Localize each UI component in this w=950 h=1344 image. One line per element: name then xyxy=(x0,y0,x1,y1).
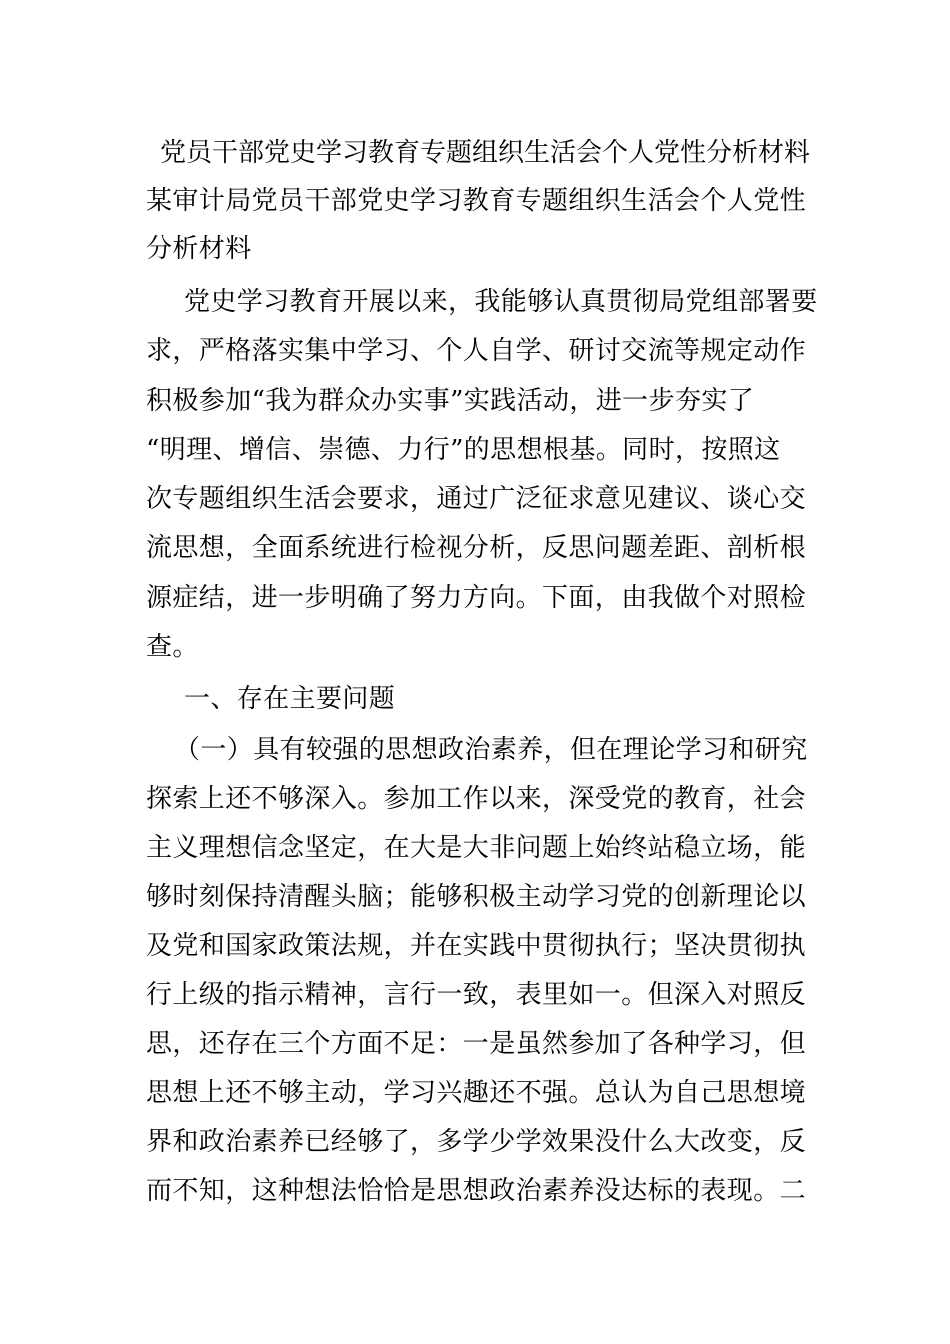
paragraph-line: 够时刻保持清醒头脑；能够积极主动学习党的创新理论以 xyxy=(146,882,807,912)
paragraph-line: “明理、增信、崇德、力行”的思想根基。同时，按照这 xyxy=(146,435,781,465)
document-subtitle-line: 分析材料 xyxy=(146,234,252,264)
document-title: 党员干部党史学习教育专题组织生活会个人党性分析材料 xyxy=(160,138,811,168)
paragraph-line: 行上级的指示精神，言行一致，表里如一。但深入对照反 xyxy=(146,980,807,1010)
document-subtitle-line: 某审计局党员干部党史学习教育专题组织生活会个人党性 xyxy=(146,186,807,216)
paragraph-line: 源症结，进一步明确了努力方向。下面，由我做个对照检 xyxy=(146,583,807,613)
paragraph-line: 探索上还不够深入。参加工作以来，深受党的教育，社会 xyxy=(146,784,807,814)
paragraph-line: 主义理想信念坚定，在大是大非问题上始终站稳立场，能 xyxy=(146,833,807,863)
paragraph-line: 而不知，这种想法恰恰是思想政治素养没达标的表现。二 xyxy=(146,1176,807,1206)
paragraph-line: 查。 xyxy=(146,632,199,662)
paragraph-line: 次专题组织生活会要求，通过广泛征求意见建议、谈心交 xyxy=(146,484,807,514)
paragraph-line: 求，严格落实集中学习、个人自学、研讨交流等规定动作 xyxy=(146,336,807,366)
section-heading: 一、存在主要问题 xyxy=(184,684,396,714)
paragraph-line: 及党和国家政策法规，并在实践中贯彻执行；坚决贯彻执 xyxy=(146,931,807,961)
paragraph-line: （一）具有较强的思想政治素养，但在理论学习和研究 xyxy=(174,735,808,765)
paragraph-line: 流思想，全面系统进行检视分析，反思问题差距、剖析根 xyxy=(146,533,807,563)
paragraph-line: 界和政治素养已经够了，多学少学效果没什么大改变，反 xyxy=(146,1127,807,1157)
paragraph-line: 积极参加“我为群众办实事”实践活动，进一步夯实了 xyxy=(146,386,755,416)
paragraph-line: 党史学习教育开展以来，我能够认真贯彻局党组部署要 xyxy=(184,287,818,317)
paragraph-line: 思想上还不够主动，学习兴趣还不强。总认为自己思想境 xyxy=(146,1078,807,1108)
paragraph-line: 思，还存在三个方面不足：一是虽然参加了各种学习，但 xyxy=(146,1029,807,1059)
